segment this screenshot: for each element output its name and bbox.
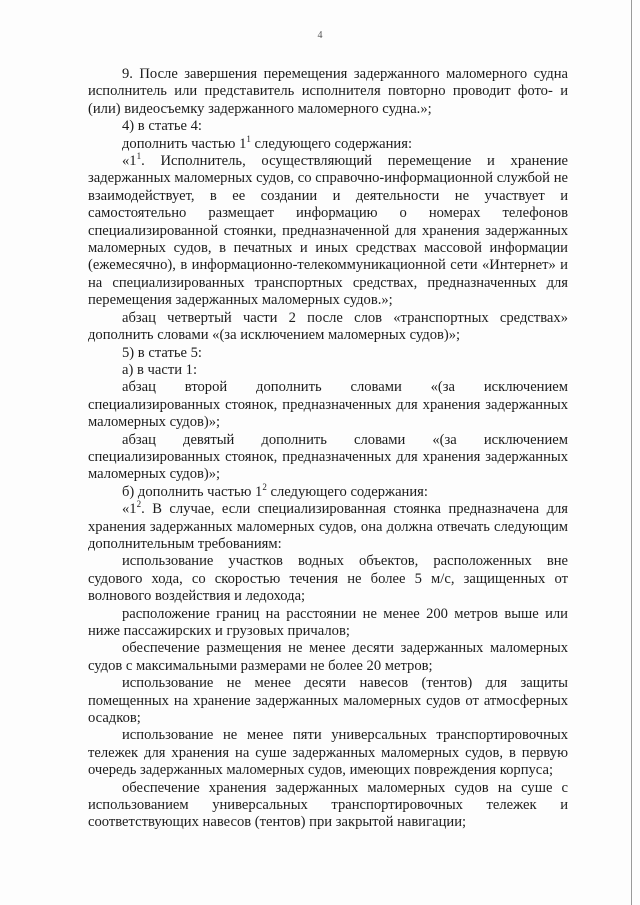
requirement-trolleys: использование не менее пяти универсальных транспортировочных тележек для хранения на суше задержанных маломерных судов, в первую очередь задержанных маломерных судов, имеющих повреждения корпуса; — [88, 727, 568, 779]
paragraph-part-1-2-text: «$1^2$. В случае, если специализированная стоянка предназначена для хранения задержанных маломерных судов, она должна отвечать следующим дополнительным требованиям: — [88, 499, 568, 552]
paragraph-abzac-4: абзац четвертый части 2 после слов «транспортных средствах» дополнить словами «(за исключением маломерных судов)»; — [88, 309, 568, 344]
paragraph-abzac-2: абзац второй дополнить словами «(за исключением специализированных стоянок, предназначенных для хранения задержанных маломерных судов)»; — [88, 379, 568, 431]
paragraph-item-9: 9. После завершения перемещения задержанного маломерного судна исполнитель или представитель исполнителя повторно проводит фото- и (или) видеосъемку задержанного маломерного судна.»; — [88, 66, 568, 117]
requirement-water-areas: использование участков водных объектов, расположенных вне судового хода, со скоростью течения не более 5 м/с, защищенных от волнового воздействия и ледохода; — [88, 553, 568, 605]
requirement-capacity: обеспечение размещения не менее десяти задержанных маломерных судов с максимальными размерами не более 20 метров; — [88, 640, 568, 674]
paragraph-part-1-1-text: «$1^1$. Исполнитель, осуществляющий перемещение и хранение задержанных маломерных судов, со справочно-информационной службой не взаимодействует, в ее создании и деятельности не участвует и самостоятельно размещает информацию о номерах телефонов специализированной стоянки, предназначенной для хранения задержанных маломерных судов, в печатных и иных средствах массовой информации (ежемесячно), в информационно-телекоммуникационной сети «Интернет» и на специализированных транспортных средствах, предназначенных для перемещения задержанных маломерных судов.»; — [88, 151, 568, 309]
page-number: 4 — [317, 30, 323, 41]
requirement-awnings: использование не менее десяти навесов (тентов) для защиты помещенных на хранение задержанных маломерных судов от атмосферных осадков; — [88, 675, 568, 727]
requirement-boundaries: расположение границ на расстоянии не менее 200 метров выше или ниже пассажирских и грузовых причалов; — [88, 605, 568, 639]
paragraph-add-part-1-1: дополнить частью $1^1$ следующего содержания: — [122, 133, 413, 152]
paragraph-part-1: а) в части 1: — [122, 361, 198, 378]
paragraph-abzac-9: абзац девятый дополнить словами «(за исключением специализированных стоянок, предназначенных для хранения задержанных маломерных судов)»; — [88, 431, 568, 483]
page-edge-line — [631, 0, 632, 905]
paragraph-article-4: 4) в статье 4: — [122, 118, 202, 135]
requirement-storage-closed-navigation: обеспечение хранения задержанных маломерных судов на суше с использованием универсальных транспортировочных тележек и соответствующих навесов (тентов) при закрытой навигации; — [88, 779, 568, 831]
paragraph-article-5: 5) в статье 5: — [122, 344, 202, 361]
document-body — [88, 66, 568, 832]
paragraph-add-part-1-2: б) дополнить частью $1^2$ следующего содержания: — [122, 481, 428, 500]
